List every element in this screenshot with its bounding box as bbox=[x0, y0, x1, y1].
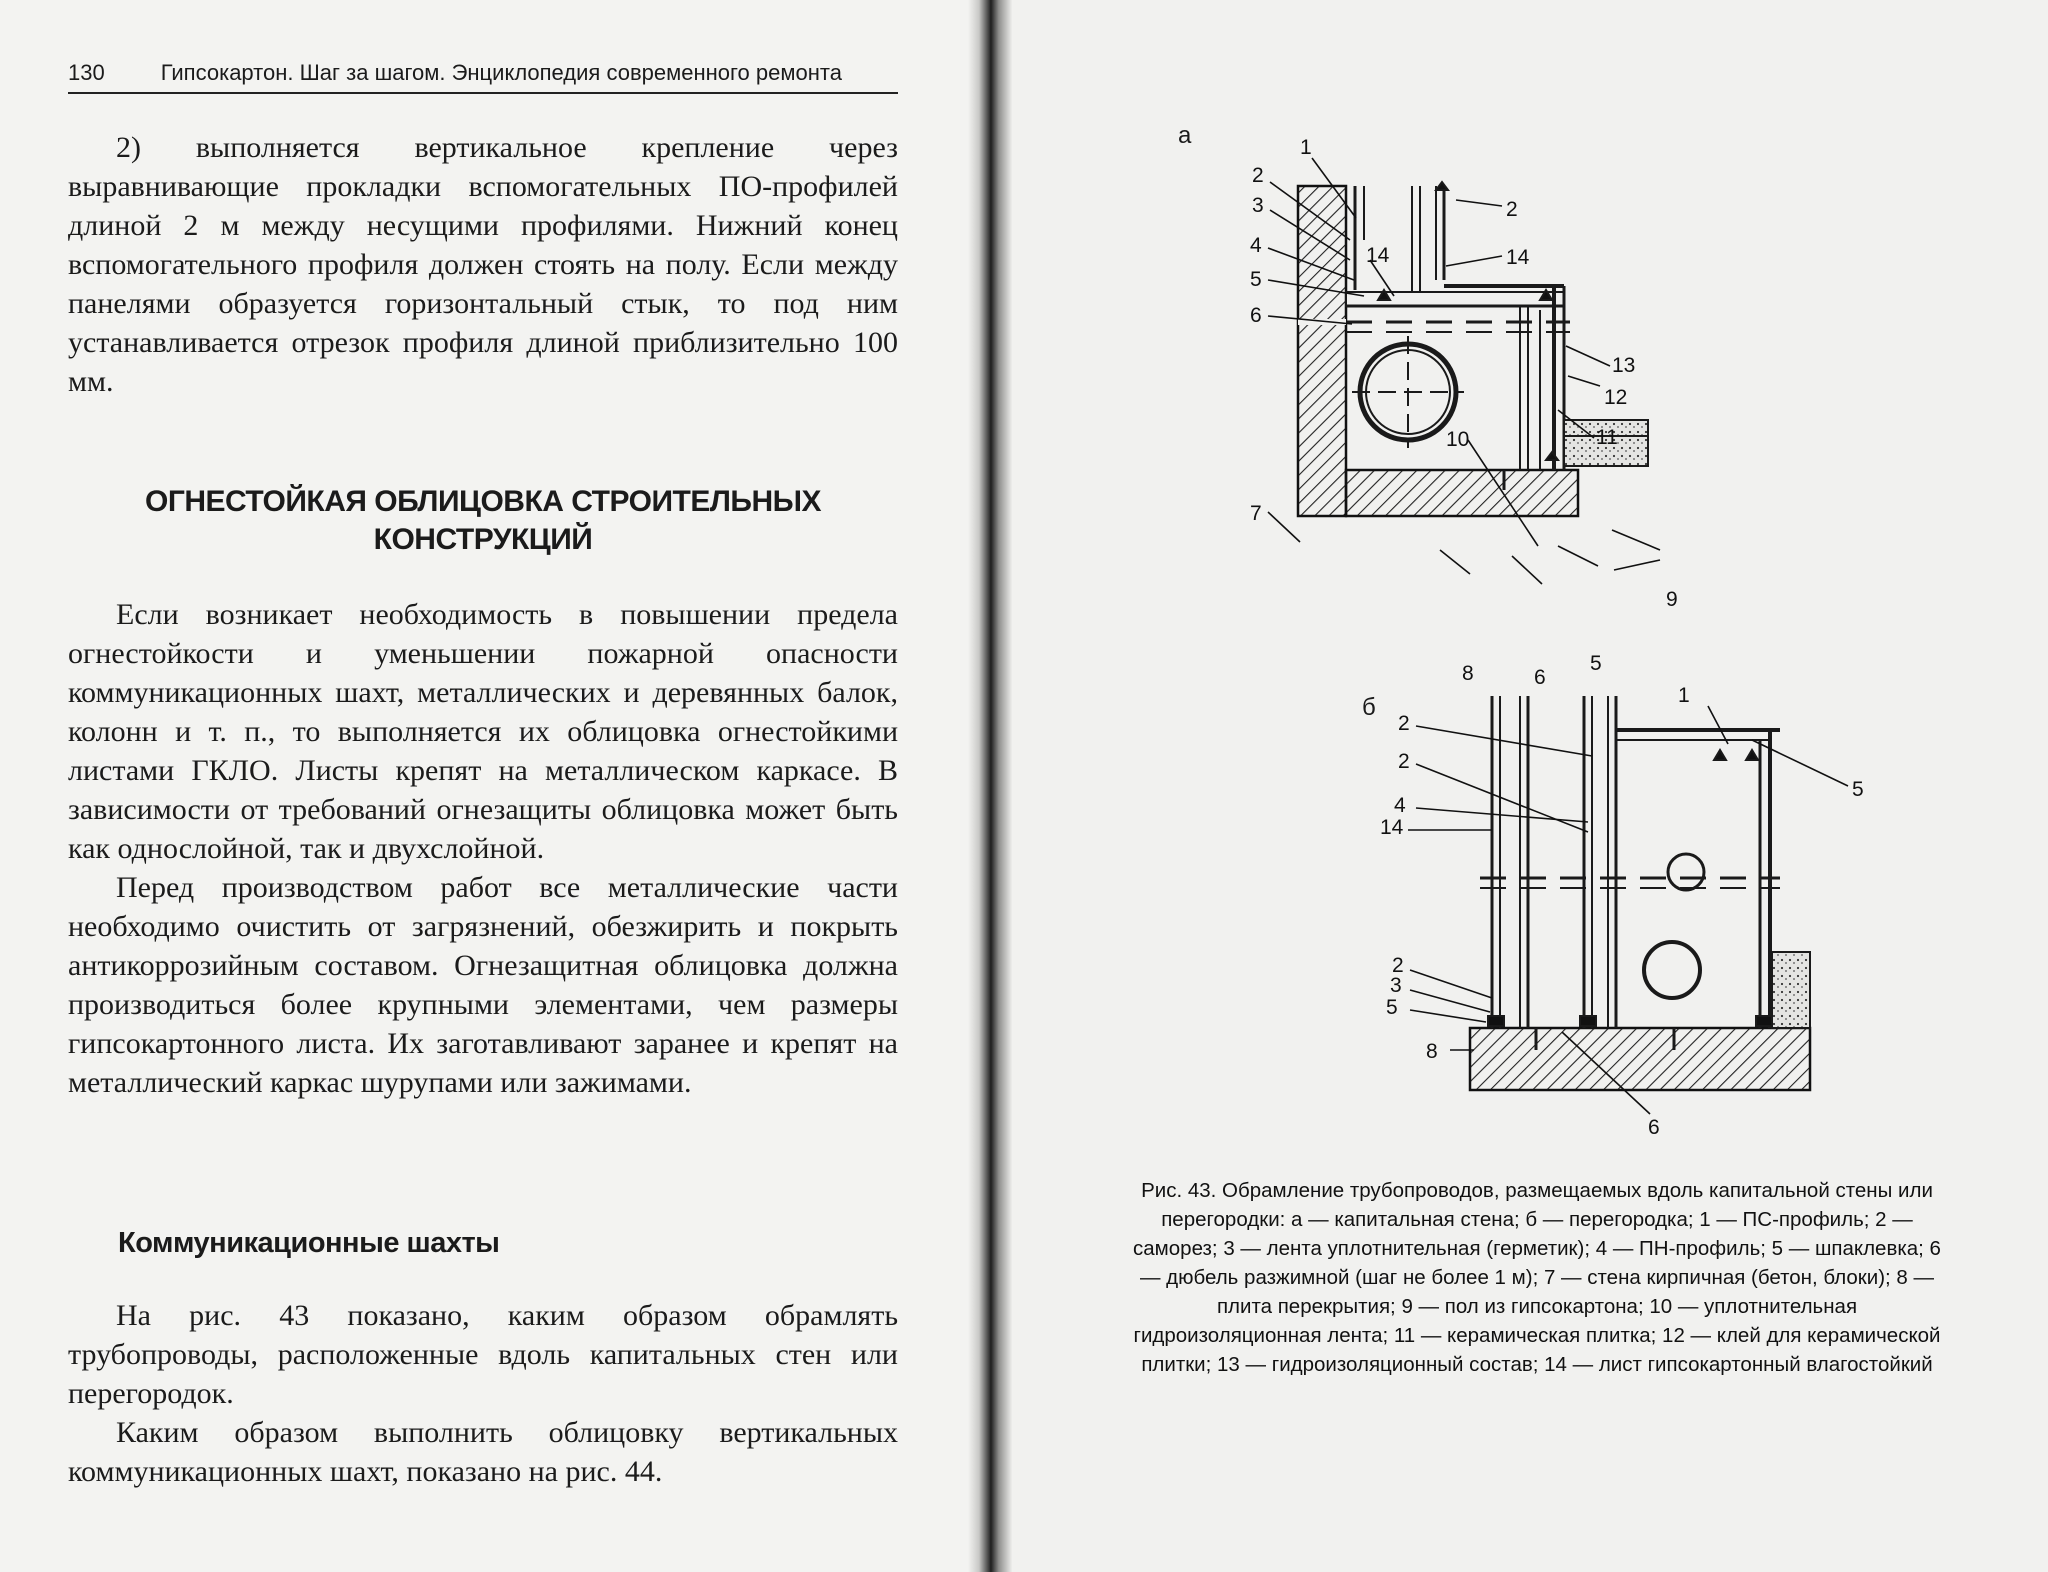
callout-b-2-bottom: 2 bbox=[1392, 954, 1404, 977]
callout-a-9: 9 bbox=[1666, 588, 1678, 611]
callout-a-6: 6 bbox=[1250, 304, 1262, 327]
callout-a-14-right: 14 bbox=[1506, 246, 1530, 269]
callout-a-12: 12 bbox=[1604, 386, 1628, 409]
callout-a-6-bottom: 6 bbox=[1534, 666, 1546, 689]
callout-b-5-right: 5 bbox=[1852, 778, 1864, 801]
section-heading: ОГНЕСТОЙКАЯ ОБЛИЦОВКА СТРОИТЕЛЬНЫХ КОНСТРУКЦИЙ bbox=[144, 485, 822, 556]
callout-a-11: 11 bbox=[1596, 426, 1618, 449]
callout-b-3: 3 bbox=[1390, 974, 1402, 997]
para-fire-2: Перед производством работ все металлические части необходимо очистить от загрязнений, обезжирить и покрыть антикоррозийным составом. Огнезащитная облицовка должна производиться более крупными элементами, чем размеры гипсокартонного листа. Их заготавливают заранее и крепят на металлический каркас шурупами или зажимами. bbox=[68, 871, 898, 1099]
left-page bbox=[0, 0, 990, 1572]
figure-43 bbox=[1140, 110, 1960, 1160]
callout-a-7: 7 bbox=[1250, 502, 1262, 525]
subheading: Коммуникационные шахты bbox=[118, 1227, 500, 1259]
floor-slab bbox=[1346, 470, 1578, 516]
para-fire-1: Если возникает необходимость в повышении предела огнестойкости и уменьшении пожарной опасности коммуникационных шахт, металлических и деревянных балок, колонн и т. п., то выполняется их облицовка огнестойкими листами ГКЛО. Листы крепят на металлическом каркасе. В зависимости от требований огнезащиты облицовка может быть как однослойной, так и двухслойной. bbox=[68, 598, 898, 865]
para-intro: 2) выполняется вертикальное крепление через выравнивающие прокладки вспомогательных ПО-профилей длиной 2 м между несущими профилями. Нижний конец вспомогательного профиля должен стоять на полу. Если между панелями образуется горизонтальный стык, то под ним устанавливается отрезок профиля длиной приблизительно 100 мм. bbox=[68, 131, 898, 398]
figure-caption: Рис. 43. Обрамление трубопроводов, размещаемых вдоль капитальной стены или перегородки: а — капитальная стена; б — перегородка; 1 — ПС-профиль; 2 — саморез; 3 — лента уплотнительная (герметик); 4 — ПН-профиль; 5 — шпаклевка; 6 — дюбель разжимной (шаг не более 1 м); 7 — стена кирпичная (бетон, блоки); 8 — плита перекрытия; 9 — пол из гипсокартона; 10 — уплотнительная гидроизоляционная лента; 11 — керамическая плитка; 12 — клей для керамической плитки; 13 — гидроизоляционный состав; 14 — лист гипсокартонный влагостойкий bbox=[1133, 1179, 1941, 1376]
part-b-drawing bbox=[1470, 696, 1810, 1090]
page-number: 130 bbox=[68, 60, 105, 85]
callout-b-2: 2 bbox=[1398, 750, 1410, 773]
callout-a-2: 2 bbox=[1252, 164, 1264, 187]
part-a-drawing bbox=[1298, 182, 1648, 516]
callout-a-14-left: 14 bbox=[1366, 244, 1390, 267]
callout-a-3: 3 bbox=[1252, 194, 1264, 217]
running-head bbox=[68, 60, 898, 94]
figure-drawing bbox=[1140, 110, 1960, 1160]
callout-a-13: 13 bbox=[1612, 354, 1636, 377]
callout-b-4: 4 bbox=[1394, 794, 1406, 817]
running-title: Гипсокартон. Шаг за шагом. Энциклопедия современного ремонта bbox=[160, 60, 842, 85]
callout-a-8: 8 bbox=[1462, 662, 1474, 685]
fire-block bbox=[68, 595, 898, 1102]
callout-a-5-bottom: 5 bbox=[1590, 652, 1602, 675]
para-shaft-2: Каким образом выполнить облицовку вертикальных коммуникационных шахт, показано на рис. 44. bbox=[68, 1416, 898, 1488]
callout-b-5: 5 bbox=[1386, 996, 1398, 1019]
figure-part-a-label: а bbox=[1178, 122, 1192, 149]
book-spine bbox=[968, 0, 1012, 1572]
callout-b-8: 8 bbox=[1426, 1040, 1438, 1063]
shaft-block bbox=[68, 1296, 898, 1491]
callout-b-14: 14 bbox=[1380, 816, 1404, 839]
figure-part-b-label: б bbox=[1362, 694, 1376, 721]
callout-a-4: 4 bbox=[1250, 234, 1262, 257]
callout-a-1: 1 bbox=[1300, 136, 1312, 159]
intro-block bbox=[68, 128, 898, 401]
callout-a-5: 5 bbox=[1250, 268, 1262, 291]
callout-b-1: 1 bbox=[1678, 684, 1690, 707]
para-shaft-1: На рис. 43 показано, каким образом обрамлять трубопроводы, расположенные вдоль капитальных стен или перегородок. bbox=[68, 1299, 898, 1410]
brick-wall bbox=[1298, 186, 1346, 516]
callout-a-10: 10 bbox=[1446, 428, 1470, 451]
callout-b-6: 6 bbox=[1648, 1116, 1660, 1139]
callout-a-2-right: 2 bbox=[1506, 198, 1518, 221]
callout-b-2-top: 2 bbox=[1398, 712, 1410, 735]
